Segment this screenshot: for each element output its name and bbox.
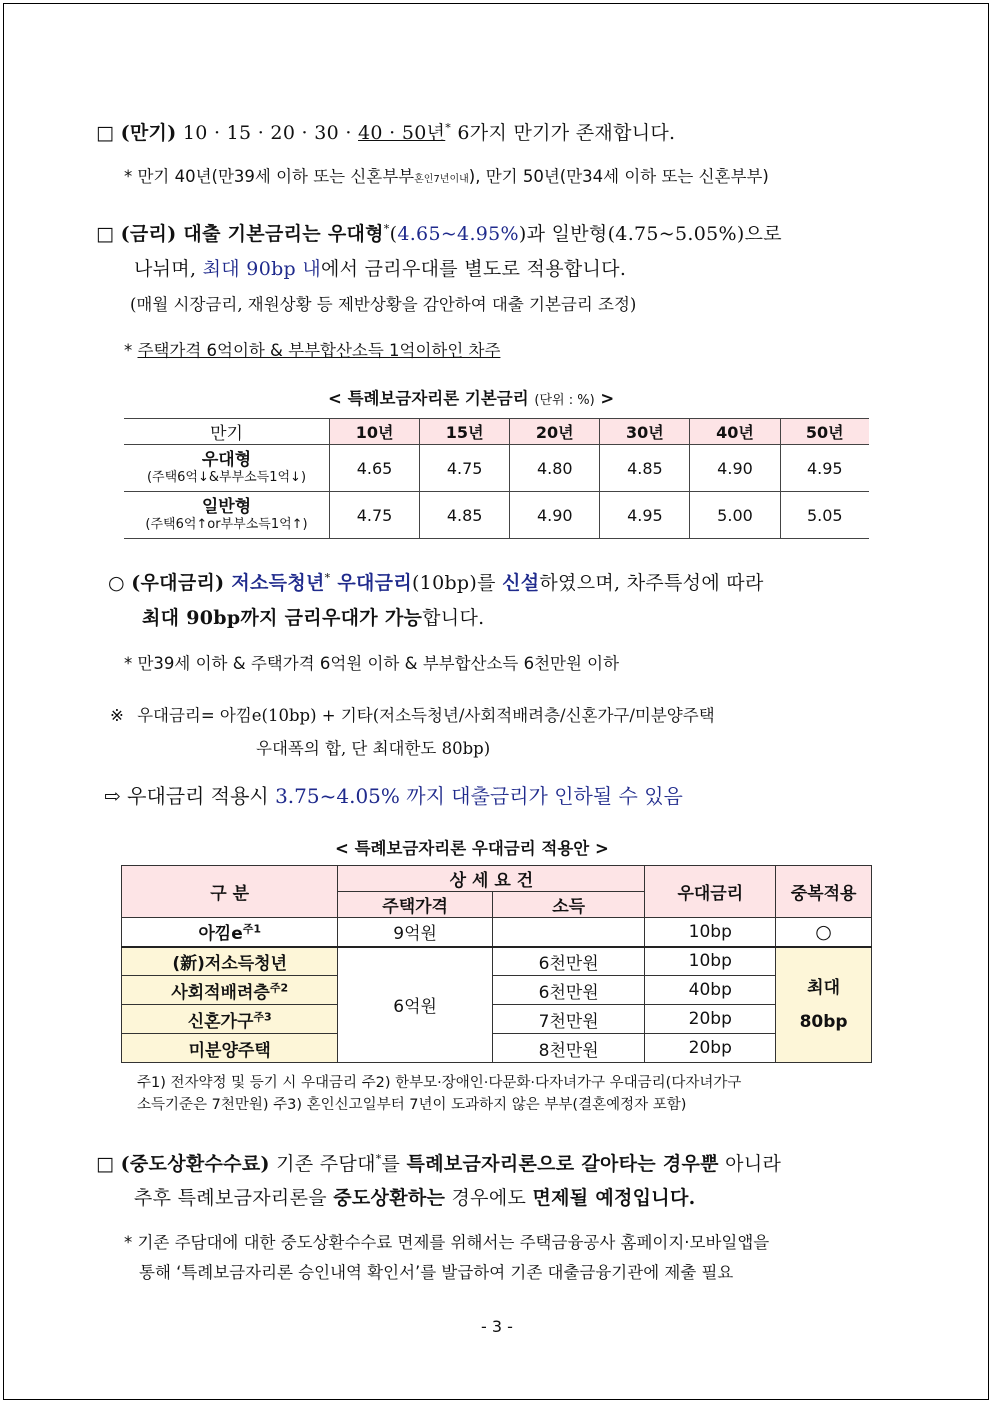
row-sub: (주택6억↑or부부소득1억↑) (145, 516, 308, 532)
pref-line-2 (142, 603, 484, 630)
cell-income: 6천만원 (492, 976, 645, 1005)
prepayment-line-2 (134, 1183, 696, 1210)
prep-l2d: 면제될 예정입니다. (532, 1187, 696, 1209)
prep-note-2: 통해 ‘특례보금자리론 승인내역 확인서’를 발급하여 기존 대출금융기관에 제출 필요 (139, 1263, 734, 1282)
reduction-a: 우대금리 적용시 (120, 784, 276, 808)
cell: 4.90 (510, 492, 600, 539)
table1-title-end: > (600, 389, 615, 408)
row-low-income-youth (122, 947, 338, 976)
cell-income: 7천만원 (492, 1005, 645, 1034)
max-discount: 최대 90bp 내 (202, 258, 321, 280)
row-sup: 주3 (253, 1009, 272, 1023)
cell: 4.75 (420, 445, 510, 492)
table1-col-15: 15년 (420, 419, 510, 445)
preferred-rate-range: 4.65~4.95% (397, 223, 519, 245)
row-sup: 주2 (269, 980, 289, 994)
footnote-star: * (375, 1152, 382, 1166)
cell-income: 6천만원 (492, 947, 645, 976)
table1-title-text: < 특례보금자리론 기본금리 (328, 389, 529, 408)
pref-rate: 우대금리 (330, 572, 412, 594)
maturity-tag: (만기) (120, 122, 177, 144)
maturity-tail: 6가지 만기가 존재합니다. (451, 122, 676, 144)
row-name: 우대형 (201, 449, 252, 470)
row-name: 신혼가구 (187, 1011, 254, 1032)
cell-rate: 10bp (645, 947, 776, 976)
cell-dup: ○ (776, 918, 872, 947)
prep-l2b: 중도상환하는 (333, 1187, 446, 1209)
maturity-note (124, 163, 769, 187)
rate-l1d: )과 일반형(4.75~5.05%)으로 (518, 223, 782, 245)
row-name: 미분양주택 (188, 1040, 271, 1061)
footnote-2: 소득기준은 7천만원) 주3) 혼인신고일부터 7년이 도과하지 않은 부부(결혼예정자 포함) (137, 1097, 687, 1113)
table2-footnotes (137, 1072, 741, 1116)
table1-col-10: 10년 (330, 419, 420, 445)
table1-row-preferred (124, 445, 330, 492)
row-name: 일반형 (201, 496, 252, 517)
row-social-care (122, 976, 338, 1005)
pref-formula-text: 우대금리= 아낌e(10bp) + 기타(저소득청년/사회적배려층/신혼가구/미분양주택 (137, 706, 715, 725)
arrow-icon: ⇨ (104, 784, 121, 808)
head-gubun: 구 분 (122, 866, 338, 918)
maturity-note-b: ), 만기 50년(만34세 이하 또는 신혼부부) (468, 167, 769, 186)
cell: 4.80 (510, 445, 600, 492)
prepayment-tag: (중도상환수수료) (120, 1153, 270, 1175)
circle-bullet: ○ (108, 572, 125, 594)
maturity-line (96, 118, 675, 145)
pref-line-1 (108, 568, 764, 595)
prep-l2c: 경우에도 (445, 1187, 533, 1209)
cell-rate: 20bp (645, 1005, 776, 1034)
table1-unit: (단위 : %) (534, 393, 595, 408)
prep-l1d: 아니라 (718, 1153, 782, 1175)
table1-head-maturity: 만기 (124, 419, 330, 445)
checkbox-bullet: □ (96, 223, 115, 245)
table1-col-40: 40년 (690, 419, 780, 445)
rate-line-1 (96, 219, 782, 246)
prep-l2a: 추후 특례보금자리론을 (134, 1187, 334, 1209)
table1-col-20: 20년 (510, 419, 600, 445)
low-income-youth: 저소득청년 (224, 572, 325, 594)
cell-price: 9억원 (338, 918, 493, 947)
row-name: (新)저소득청년 (172, 953, 288, 974)
cell: 4.95 (600, 492, 690, 539)
row-name: 사회적배려층 (171, 982, 270, 1003)
prep-l1b: 를 (381, 1153, 407, 1175)
cell-income: 8천만원 (492, 1034, 645, 1063)
head-price: 주택가격 (338, 892, 493, 918)
pref-l1c: (10bp)를 (411, 572, 503, 594)
row-akkim (122, 918, 338, 947)
head-rate: 우대금리 (645, 866, 776, 918)
row-unsold-housing (122, 1034, 338, 1063)
footnote-star: * (383, 222, 390, 236)
max-value: 80bp (799, 1011, 848, 1032)
pref-footnote: * 만39세 이하 & 주택가격 6억원 이하 & 부부합산소득 6천만원 이하 (124, 654, 620, 673)
head-detail: 상 세 요 건 (338, 866, 645, 892)
footnote-star: * (324, 571, 331, 585)
table1-col-50: 50년 (780, 419, 869, 445)
footnote-star: * (445, 121, 452, 135)
max-label: 최대 (807, 977, 840, 998)
cell: 4.90 (690, 445, 780, 492)
page-number: - 3 - (481, 1317, 513, 1336)
prep-l1c: 특례보금자리론으로 갈아타는 경우뿐 (406, 1153, 719, 1175)
rate-reduction-line (104, 780, 683, 809)
reference-mark: ※ (110, 706, 124, 725)
prepayment-footnote (124, 1228, 769, 1288)
rate-footnote-text: 주택가격 6억이하 & 부부합산소득 1억이하인 차주 (137, 341, 501, 360)
pref-l2b: 합니다. (422, 607, 485, 629)
cell-income (492, 918, 645, 947)
rate-adjust-note: (매월 시장금리, 재원상황 등 제반상황을 감안하여 대출 기본금리 조정) (130, 295, 637, 314)
cell-max-80bp (776, 947, 872, 1063)
checkbox-bullet: □ (96, 122, 115, 144)
table2-title: < 특례보금자리론 우대금리 적용안 > (335, 839, 609, 858)
row-name: 아낌e (198, 924, 243, 945)
reduction-b: 3.75~4.05% 까지 대출금리가 인하될 수 있음 (275, 784, 683, 808)
rate-line-2 (134, 254, 626, 281)
row-sub: (주택6억↓&부부소득1억↓) (146, 469, 307, 485)
note-star: * (124, 341, 138, 360)
cell: 5.00 (690, 492, 780, 539)
rate-tag: (금리) (120, 223, 177, 245)
rate-l1b: ( (389, 223, 398, 245)
row-newlywed (122, 1005, 338, 1034)
pref-formula-line-2: 우대폭의 합, 단 최대한도 80bp) (256, 739, 491, 758)
row-sup: 주1 (242, 922, 262, 936)
rate-l2a: 나뉘며, (134, 258, 203, 280)
pref-formula-line-1 (110, 702, 715, 726)
rate-l1a: 대출 기본금리는 우대형 (176, 223, 384, 245)
cell: 4.95 (780, 445, 869, 492)
pref-l1e: 하였으며, 차주특성에 따라 (539, 572, 764, 594)
rate-l2c: 에서 금리우대를 별도로 적용합니다. (321, 258, 627, 280)
pref-tag: (우대금리) (131, 572, 225, 594)
head-dup: 중복적용 (776, 866, 872, 918)
footnote-1: 주1) 전자약정 및 등기 시 우대금리 주2) 한부모·장애인·다문화·다자녀가구 우대금리(다자녀가구 (137, 1075, 742, 1091)
preferential-rate-table (121, 865, 872, 1063)
pref-l2a: 최대 90bp까지 금리우대가 가능 (142, 607, 423, 629)
base-rate-table (124, 418, 869, 539)
cell: 5.05 (780, 492, 869, 539)
cell-rate: 20bp (645, 1034, 776, 1063)
maturity-note-sub: 혼인7년이내 (414, 174, 469, 185)
prep-l1a: 기존 주담대 (269, 1153, 376, 1175)
table1-col-30: 30년 (600, 419, 690, 445)
cell-shared-price: 6억원 (338, 947, 493, 1063)
cell: 4.85 (420, 492, 510, 539)
maturity-terms: 10 · 15 · 20 · 30 · (182, 122, 359, 144)
cell: 4.65 (330, 445, 420, 492)
cell: 4.75 (330, 492, 420, 539)
table1-title (328, 385, 614, 409)
cell: 4.85 (600, 445, 690, 492)
cell-rate: 10bp (645, 918, 776, 947)
prep-note-1: * 기존 주담대에 대한 중도상환수수료 면제를 위해서는 주택금융공사 홈페이지·모바일앱을 (124, 1233, 770, 1252)
maturity-terms-underlined: 40 · 50년 (358, 122, 446, 144)
rate-footnote (124, 337, 500, 361)
checkbox-bullet: □ (96, 1153, 115, 1175)
new-established: 신설 (502, 572, 540, 594)
prepayment-line-1 (96, 1149, 781, 1176)
head-income: 소득 (492, 892, 645, 918)
maturity-note-a: * 만기 40년(만39세 이하 또는 신혼부부 (124, 167, 415, 186)
cell-rate: 40bp (645, 976, 776, 1005)
table1-row-general (124, 492, 330, 539)
